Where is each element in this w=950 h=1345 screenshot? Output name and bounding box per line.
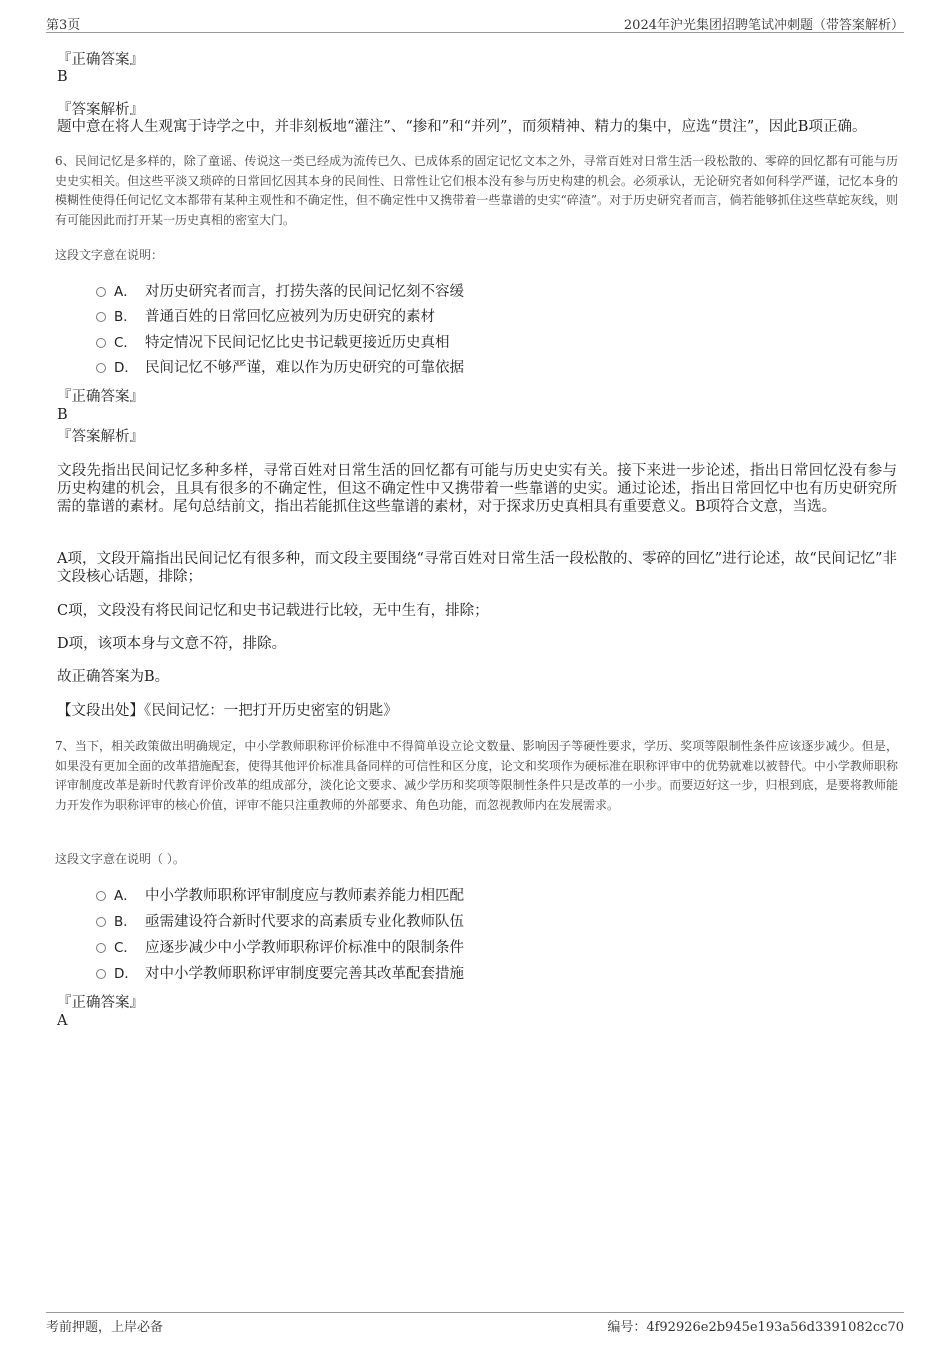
q7-option-c[interactable]: C． 应逐步减少中小学教师职称评价标准中的限制条件	[96, 938, 464, 960]
q7-answer-label: 『正确答案』	[57, 995, 144, 1011]
document-title: 2024年沪光集团招聘笔试冲刺题（带答案解析）	[623, 18, 904, 33]
q5-analysis-label: 『答案解析』	[57, 102, 144, 118]
radio-button[interactable]	[96, 891, 106, 901]
q5-answer-label: 『正确答案』	[57, 52, 144, 68]
q6-option-d[interactable]: D． 民间记忆不够严谨，难以作为历史研究的可靠依据	[96, 358, 464, 380]
q7-option-d[interactable]: D． 对中小学教师职称评审制度要完善其改革配套措施	[96, 964, 464, 986]
q6-option-a[interactable]: A． 对历史研究者而言，打捞失落的民间记忆刻不容缓	[96, 282, 464, 304]
q5-answer: B	[57, 69, 68, 85]
q6-item-a: A项，文段开篇指出民间记忆有很多种，而文段主要围绕“寻常百姓对日常生活一段松散的、零碎的回忆”进行论述，故“民间记忆”非文段核心话题，排除；	[57, 551, 897, 585]
radio-button[interactable]	[96, 363, 106, 373]
q7-answer: A	[57, 1013, 68, 1029]
q7-option-b[interactable]: B． 亟需建设符合新时代要求的高素质专业化教师队伍	[96, 912, 464, 934]
radio-button[interactable]	[96, 338, 106, 348]
q7-option-a[interactable]: A． 中小学教师职称评审制度应与教师素养能力相匹配	[96, 886, 464, 908]
radio-button[interactable]	[96, 943, 106, 953]
q6-analysis-label: 『答案解析』	[57, 429, 144, 445]
q6-prompt: 这段文字意在说明：	[55, 248, 164, 262]
q6-conclusion: 故正确答案为B。	[57, 669, 170, 685]
q5-analysis: 题中意在将人生观寓于诗学之中，并非刻板地“灌注”、“掺和”和“并列”，而须精神、精力的集中，应选“贯注”，因此B项正确。	[57, 119, 867, 135]
q6-option-c[interactable]: C． 特定情况下民间记忆比史书记载更接近历史真相	[96, 333, 450, 355]
q6-source: 【文段出处】《民间记忆：一把打开历史密室的钥匙》	[57, 703, 398, 719]
q6-option-b[interactable]: B． 普通百姓的日常回忆应被列为历史研究的素材	[96, 307, 435, 329]
radio-button[interactable]	[96, 969, 106, 979]
document-id: 编号：4f92926e2b945e193a56d3391082cc70	[607, 1320, 904, 1335]
q6-stem: 6、民间记忆是多样的，除了童谣、传说这一类已经成为流传已久、已成体系的固定记忆文本之外，寻常百姓对日常生活一段松散的、零碎的回忆都有可能与历史史实相关。但这些平淡又琐碎的日常回忆因其本身的民间性、日常性让它们根本没有参与历史构建的机会。必须承认，无论研究者如何科学严谨，记忆本身的模糊性使得任何记忆文本都带有某种主观性和不确定性，但不确定性中又携带着一些靠谱的史实“碎渣”。对于历史研究者而言，倘若能够抓住这些草蛇灰线，则有可能因此而打开某一历史真相的密室大门。	[55, 154, 898, 227]
q6-answer: B	[57, 407, 68, 423]
q6-item-c: C项，文段没有将民间记忆和史书记载进行比较，无中生有，排除；	[57, 603, 489, 619]
radio-button[interactable]	[96, 312, 106, 322]
page-header	[46, 12, 904, 33]
radio-button[interactable]	[96, 917, 106, 927]
radio-button[interactable]	[96, 287, 106, 297]
footer-slogan: 考前押题，上岸必备	[46, 1320, 164, 1335]
page-footer	[46, 1312, 904, 1335]
q6-item-d: D项，该项本身与文意不符，排除。	[57, 636, 287, 652]
q7-prompt: 这段文字意在说明（ ）。	[55, 852, 185, 866]
page-number: 第3页	[46, 18, 81, 33]
q6-analysis: 文段先指出民间记忆多种多样，寻常百姓对日常生活的回忆都有可能与历史史实有关。接下来进一步论述，指出日常回忆没有参与历史构建的机会，且具有很多的不确定性，但这不确定性中又携带着一些靠谱的史实。通过论述，指出日常回忆中也有历史研究所需的靠谱的素材。尾句总结前文，指出若能抓住这些靠谱的素材，对于探求历史真相具有重要意义。B项符合文意，当选。	[57, 463, 897, 515]
q6-answer-label: 『正确答案』	[57, 389, 144, 405]
q7-stem: 7、当下，相关政策做出明确规定，中小学教师职称评价标准中不得简单设立论文数量、影响因子等硬性要求，学历、奖项等限制性条件应该逐步减少。但是，如果没有更加全面的改革措施配套，使得其他评价标准具备同样的可信性和区分度，论文和奖项作为硬标准在职称评审中的优势就难以被替代。中小学教师职称评审制度改革是新时代教育评价改革的组成部分，淡化论文要求、减少学历和奖项等限制性条件只是改革的一小步。而要迈好这一步，归根到底，是要将教师能力开发作为职称评审的核心价值，评审不能只注重教师的外部要求、角色功能，而忽视教师内在发展需求。	[55, 739, 898, 812]
